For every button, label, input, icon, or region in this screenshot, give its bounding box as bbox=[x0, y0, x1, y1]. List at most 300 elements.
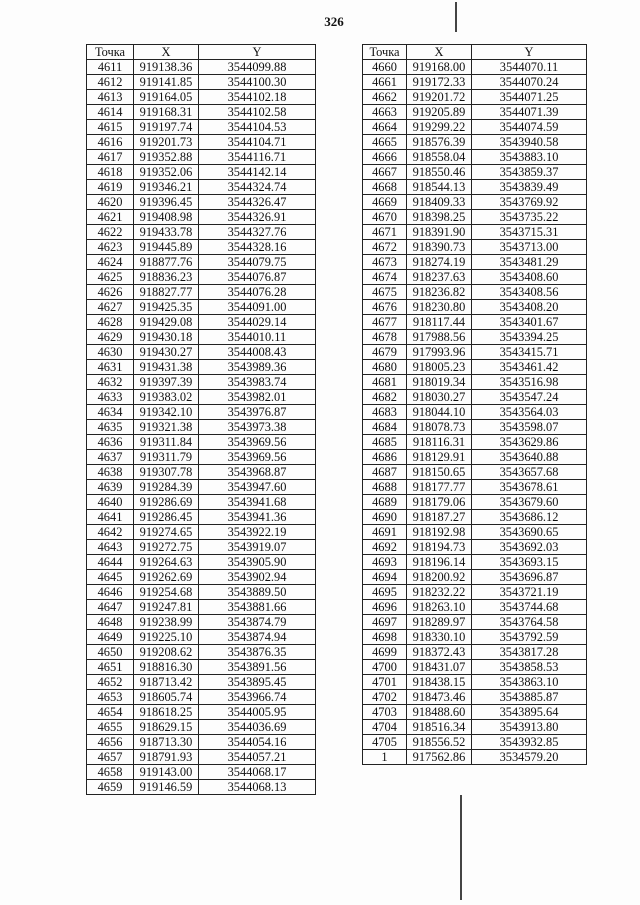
x-coordinate-cell: 918030.27 bbox=[407, 390, 472, 405]
table-row bbox=[363, 675, 587, 690]
table-row bbox=[87, 330, 316, 345]
table-row bbox=[87, 675, 316, 690]
table-row bbox=[87, 165, 316, 180]
point-number-cell: 4657 bbox=[87, 750, 134, 765]
y-coordinate-cell: 3543966.74 bbox=[199, 690, 316, 705]
y-coordinate-cell: 3543564.03 bbox=[472, 405, 587, 420]
x-coordinate-cell: 919146.59 bbox=[134, 780, 199, 795]
x-coordinate-cell: 917993.96 bbox=[407, 345, 472, 360]
point-number-cell: 4627 bbox=[87, 300, 134, 315]
x-coordinate-cell: 919433.78 bbox=[134, 225, 199, 240]
point-number-cell: 4633 bbox=[87, 390, 134, 405]
point-number-cell: 4631 bbox=[87, 360, 134, 375]
table-row bbox=[363, 525, 587, 540]
x-coordinate-cell: 919408.98 bbox=[134, 210, 199, 225]
point-number-cell: 4673 bbox=[363, 255, 407, 270]
x-coordinate-cell: 919272.75 bbox=[134, 540, 199, 555]
table-row bbox=[87, 135, 316, 150]
y-coordinate-cell: 3544076.28 bbox=[199, 285, 316, 300]
table-row bbox=[363, 450, 587, 465]
point-number-cell: 4688 bbox=[363, 480, 407, 495]
table-row bbox=[363, 225, 587, 240]
y-coordinate-cell: 3544116.71 bbox=[199, 150, 316, 165]
point-number-cell: 4638 bbox=[87, 465, 134, 480]
point-number-cell: 4639 bbox=[87, 480, 134, 495]
table-row bbox=[363, 195, 587, 210]
x-coordinate-cell: 919311.84 bbox=[134, 435, 199, 450]
point-number-cell: 4635 bbox=[87, 420, 134, 435]
point-number-cell: 4649 bbox=[87, 630, 134, 645]
column-header-x: X bbox=[407, 45, 472, 60]
y-coordinate-cell: 3543735.22 bbox=[472, 210, 587, 225]
point-number-cell: 4690 bbox=[363, 510, 407, 525]
y-coordinate-cell: 3543408.20 bbox=[472, 300, 587, 315]
point-number-cell: 4694 bbox=[363, 570, 407, 585]
table-row bbox=[87, 525, 316, 540]
point-number-cell: 4617 bbox=[87, 150, 134, 165]
point-number-cell: 4671 bbox=[363, 225, 407, 240]
x-coordinate-cell: 919346.21 bbox=[134, 180, 199, 195]
point-number-cell: 4701 bbox=[363, 675, 407, 690]
y-coordinate-cell: 3543839.49 bbox=[472, 180, 587, 195]
point-number-cell: 4693 bbox=[363, 555, 407, 570]
y-coordinate-cell: 3543891.56 bbox=[199, 660, 316, 675]
column-header-point: Точка bbox=[363, 45, 407, 60]
x-coordinate-cell: 919430.27 bbox=[134, 345, 199, 360]
x-coordinate-cell: 918556.52 bbox=[407, 735, 472, 750]
table-row bbox=[87, 120, 316, 135]
y-coordinate-cell: 3543940.58 bbox=[472, 135, 587, 150]
table-row bbox=[87, 420, 316, 435]
table-row bbox=[87, 90, 316, 105]
x-coordinate-cell: 919197.74 bbox=[134, 120, 199, 135]
x-coordinate-cell: 918550.46 bbox=[407, 165, 472, 180]
y-coordinate-cell: 3544036.69 bbox=[199, 720, 316, 735]
x-coordinate-cell: 919164.05 bbox=[134, 90, 199, 105]
table-row bbox=[87, 765, 316, 780]
coordinates-table-left bbox=[86, 44, 316, 795]
y-coordinate-cell: 3543415.71 bbox=[472, 345, 587, 360]
x-coordinate-cell: 918827.77 bbox=[134, 285, 199, 300]
point-number-cell: 4689 bbox=[363, 495, 407, 510]
x-coordinate-cell: 918194.73 bbox=[407, 540, 472, 555]
point-number-cell: 4620 bbox=[87, 195, 134, 210]
y-coordinate-cell: 3543408.60 bbox=[472, 270, 587, 285]
y-coordinate-cell: 3543883.10 bbox=[472, 150, 587, 165]
point-number-cell: 4674 bbox=[363, 270, 407, 285]
x-coordinate-cell: 918544.13 bbox=[407, 180, 472, 195]
table-row bbox=[363, 300, 587, 315]
table-row bbox=[363, 375, 587, 390]
point-number-cell: 4647 bbox=[87, 600, 134, 615]
y-coordinate-cell: 3543922.19 bbox=[199, 525, 316, 540]
point-number-cell: 4663 bbox=[363, 105, 407, 120]
y-coordinate-cell: 3544102.18 bbox=[199, 90, 316, 105]
table-row bbox=[87, 645, 316, 660]
point-number-cell: 4695 bbox=[363, 585, 407, 600]
y-coordinate-cell: 3544327.76 bbox=[199, 225, 316, 240]
table-row bbox=[87, 210, 316, 225]
y-coordinate-cell: 3544104.71 bbox=[199, 135, 316, 150]
x-coordinate-cell: 918372.43 bbox=[407, 645, 472, 660]
table-row bbox=[363, 345, 587, 360]
x-coordinate-cell: 918078.73 bbox=[407, 420, 472, 435]
point-number-cell: 4640 bbox=[87, 495, 134, 510]
y-coordinate-cell: 3544076.87 bbox=[199, 270, 316, 285]
x-coordinate-cell: 918187.27 bbox=[407, 510, 472, 525]
y-coordinate-cell: 3543913.80 bbox=[472, 720, 587, 735]
table-row bbox=[87, 195, 316, 210]
x-coordinate-cell: 918558.04 bbox=[407, 150, 472, 165]
table-row bbox=[363, 435, 587, 450]
scan-artifact bbox=[455, 2, 457, 32]
y-coordinate-cell: 3543858.53 bbox=[472, 660, 587, 675]
y-coordinate-cell: 3543764.58 bbox=[472, 615, 587, 630]
point-number-cell: 4658 bbox=[87, 765, 134, 780]
point-number-cell: 4637 bbox=[87, 450, 134, 465]
point-number-cell: 4666 bbox=[363, 150, 407, 165]
table-header-row bbox=[363, 45, 587, 60]
x-coordinate-cell: 917988.56 bbox=[407, 330, 472, 345]
table-row bbox=[87, 540, 316, 555]
point-number-cell: 4614 bbox=[87, 105, 134, 120]
point-number-cell: 4677 bbox=[363, 315, 407, 330]
y-coordinate-cell: 3544070.11 bbox=[472, 60, 587, 75]
point-number-cell: 4705 bbox=[363, 735, 407, 750]
point-number-cell: 4680 bbox=[363, 360, 407, 375]
point-number-cell: 4615 bbox=[87, 120, 134, 135]
point-number-cell: 4660 bbox=[363, 60, 407, 75]
table-row bbox=[363, 495, 587, 510]
y-coordinate-cell: 3544068.17 bbox=[199, 765, 316, 780]
y-coordinate-cell: 3543863.10 bbox=[472, 675, 587, 690]
point-number-cell: 4702 bbox=[363, 690, 407, 705]
y-coordinate-cell: 3543640.88 bbox=[472, 450, 587, 465]
x-coordinate-cell: 918390.73 bbox=[407, 240, 472, 255]
table-row bbox=[363, 705, 587, 720]
y-coordinate-cell: 3544005.95 bbox=[199, 705, 316, 720]
table-row bbox=[363, 135, 587, 150]
column-header-y: Y bbox=[199, 45, 316, 60]
y-coordinate-cell: 3543905.90 bbox=[199, 555, 316, 570]
x-coordinate-cell: 919429.08 bbox=[134, 315, 199, 330]
point-number-cell: 4682 bbox=[363, 390, 407, 405]
point-number-cell: 4686 bbox=[363, 450, 407, 465]
table-row bbox=[363, 750, 587, 765]
x-coordinate-cell: 918409.33 bbox=[407, 195, 472, 210]
table-row bbox=[363, 510, 587, 525]
point-number-cell: 4651 bbox=[87, 660, 134, 675]
table-row bbox=[363, 615, 587, 630]
x-coordinate-cell: 918605.74 bbox=[134, 690, 199, 705]
x-coordinate-cell: 918576.39 bbox=[407, 135, 472, 150]
x-coordinate-cell: 919201.72 bbox=[407, 90, 472, 105]
x-coordinate-cell: 918117.44 bbox=[407, 315, 472, 330]
point-number-cell: 4653 bbox=[87, 690, 134, 705]
x-coordinate-cell: 919138.36 bbox=[134, 60, 199, 75]
table-row bbox=[363, 165, 587, 180]
table-row bbox=[87, 240, 316, 255]
y-coordinate-cell: 3543976.87 bbox=[199, 405, 316, 420]
table-row bbox=[363, 75, 587, 90]
table-row bbox=[363, 420, 587, 435]
table-row bbox=[87, 615, 316, 630]
y-coordinate-cell: 3543657.68 bbox=[472, 465, 587, 480]
y-coordinate-cell: 3543686.12 bbox=[472, 510, 587, 525]
point-number-cell: 4634 bbox=[87, 405, 134, 420]
point-number-cell: 4656 bbox=[87, 735, 134, 750]
table-row bbox=[87, 660, 316, 675]
y-coordinate-cell: 3543693.15 bbox=[472, 555, 587, 570]
table-row bbox=[87, 480, 316, 495]
y-coordinate-cell: 3543394.25 bbox=[472, 330, 587, 345]
y-coordinate-cell: 3544057.21 bbox=[199, 750, 316, 765]
y-coordinate-cell: 3544326.47 bbox=[199, 195, 316, 210]
table-row bbox=[87, 750, 316, 765]
y-coordinate-cell: 3543941.36 bbox=[199, 510, 316, 525]
x-coordinate-cell: 918200.92 bbox=[407, 570, 472, 585]
point-number-cell: 4685 bbox=[363, 435, 407, 450]
point-number-cell: 4681 bbox=[363, 375, 407, 390]
point-number-cell: 4676 bbox=[363, 300, 407, 315]
table-row bbox=[87, 315, 316, 330]
x-coordinate-cell: 919208.62 bbox=[134, 645, 199, 660]
y-coordinate-cell: 3534579.20 bbox=[472, 750, 587, 765]
x-coordinate-cell: 919425.35 bbox=[134, 300, 199, 315]
y-coordinate-cell: 3543919.07 bbox=[199, 540, 316, 555]
y-coordinate-cell: 3543679.60 bbox=[472, 495, 587, 510]
y-coordinate-cell: 3543516.98 bbox=[472, 375, 587, 390]
point-number-cell: 4679 bbox=[363, 345, 407, 360]
table-row bbox=[87, 450, 316, 465]
x-coordinate-cell: 918179.06 bbox=[407, 495, 472, 510]
x-coordinate-cell: 919141.85 bbox=[134, 75, 199, 90]
table-row bbox=[363, 660, 587, 675]
x-coordinate-cell: 918177.77 bbox=[407, 480, 472, 495]
x-coordinate-cell: 918263.10 bbox=[407, 600, 472, 615]
table-row bbox=[363, 150, 587, 165]
point-number-cell: 4618 bbox=[87, 165, 134, 180]
table-row bbox=[363, 105, 587, 120]
table-row bbox=[363, 585, 587, 600]
y-coordinate-cell: 3543932.85 bbox=[472, 735, 587, 750]
column-header-x: X bbox=[134, 45, 199, 60]
point-number-cell: 4670 bbox=[363, 210, 407, 225]
x-coordinate-cell: 919264.63 bbox=[134, 555, 199, 570]
x-coordinate-cell: 918330.10 bbox=[407, 630, 472, 645]
point-number-cell: 4630 bbox=[87, 345, 134, 360]
x-coordinate-cell: 918438.15 bbox=[407, 675, 472, 690]
y-coordinate-cell: 3543859.37 bbox=[472, 165, 587, 180]
table-row bbox=[363, 600, 587, 615]
x-coordinate-cell: 918274.19 bbox=[407, 255, 472, 270]
x-coordinate-cell: 919352.88 bbox=[134, 150, 199, 165]
point-number-cell: 4696 bbox=[363, 600, 407, 615]
y-coordinate-cell: 3544102.58 bbox=[199, 105, 316, 120]
x-coordinate-cell: 919238.99 bbox=[134, 615, 199, 630]
point-number-cell: 4641 bbox=[87, 510, 134, 525]
point-number-cell: 4626 bbox=[87, 285, 134, 300]
table-row bbox=[363, 540, 587, 555]
table-row bbox=[87, 585, 316, 600]
table-row bbox=[363, 210, 587, 225]
table-row bbox=[87, 465, 316, 480]
y-coordinate-cell: 3543895.64 bbox=[472, 705, 587, 720]
table-row bbox=[363, 60, 587, 75]
y-coordinate-cell: 3543885.87 bbox=[472, 690, 587, 705]
table-row bbox=[363, 405, 587, 420]
table-row bbox=[87, 345, 316, 360]
point-number-cell: 4683 bbox=[363, 405, 407, 420]
table-row bbox=[87, 360, 316, 375]
x-coordinate-cell: 918236.82 bbox=[407, 285, 472, 300]
x-coordinate-cell: 918431.07 bbox=[407, 660, 472, 675]
table-row bbox=[87, 780, 316, 795]
point-number-cell: 4691 bbox=[363, 525, 407, 540]
y-coordinate-cell: 3543690.65 bbox=[472, 525, 587, 540]
coordinates-table-right bbox=[362, 44, 587, 765]
y-coordinate-cell: 3543721.19 bbox=[472, 585, 587, 600]
table-row bbox=[87, 570, 316, 585]
x-coordinate-cell: 917562.86 bbox=[407, 750, 472, 765]
y-coordinate-cell: 3544079.75 bbox=[199, 255, 316, 270]
y-coordinate-cell: 3543792.59 bbox=[472, 630, 587, 645]
y-coordinate-cell: 3543692.03 bbox=[472, 540, 587, 555]
point-number-cell: 4611 bbox=[87, 60, 134, 75]
x-coordinate-cell: 919286.45 bbox=[134, 510, 199, 525]
table-row bbox=[363, 90, 587, 105]
point-number-cell: 4667 bbox=[363, 165, 407, 180]
table-row bbox=[87, 270, 316, 285]
point-number-cell: 4672 bbox=[363, 240, 407, 255]
x-coordinate-cell: 918237.63 bbox=[407, 270, 472, 285]
x-coordinate-cell: 918019.34 bbox=[407, 375, 472, 390]
x-coordinate-cell: 918230.80 bbox=[407, 300, 472, 315]
point-number-cell: 4700 bbox=[363, 660, 407, 675]
y-coordinate-cell: 3544104.53 bbox=[199, 120, 316, 135]
table-row bbox=[363, 360, 587, 375]
table-row bbox=[87, 705, 316, 720]
point-number-cell: 4687 bbox=[363, 465, 407, 480]
table-header-row bbox=[87, 45, 316, 60]
point-number-cell: 4703 bbox=[363, 705, 407, 720]
table-row bbox=[363, 180, 587, 195]
scan-artifact bbox=[460, 795, 462, 900]
table-row bbox=[87, 735, 316, 750]
x-coordinate-cell: 918116.31 bbox=[407, 435, 472, 450]
y-coordinate-cell: 3543947.60 bbox=[199, 480, 316, 495]
x-coordinate-cell: 918618.25 bbox=[134, 705, 199, 720]
y-coordinate-cell: 3543941.68 bbox=[199, 495, 316, 510]
table-row bbox=[87, 390, 316, 405]
point-number-cell: 4684 bbox=[363, 420, 407, 435]
x-coordinate-cell: 919262.69 bbox=[134, 570, 199, 585]
y-coordinate-cell: 3543696.87 bbox=[472, 570, 587, 585]
y-coordinate-cell: 3544068.13 bbox=[199, 780, 316, 795]
point-number-cell: 4652 bbox=[87, 675, 134, 690]
x-coordinate-cell: 919168.31 bbox=[134, 105, 199, 120]
x-coordinate-cell: 918877.76 bbox=[134, 255, 199, 270]
point-number-cell: 4621 bbox=[87, 210, 134, 225]
point-number-cell: 4659 bbox=[87, 780, 134, 795]
y-coordinate-cell: 3543817.28 bbox=[472, 645, 587, 660]
x-coordinate-cell: 918232.22 bbox=[407, 585, 472, 600]
point-number-cell: 4664 bbox=[363, 120, 407, 135]
table-row bbox=[87, 720, 316, 735]
table-row bbox=[363, 255, 587, 270]
x-coordinate-cell: 918473.46 bbox=[407, 690, 472, 705]
x-coordinate-cell: 918713.42 bbox=[134, 675, 199, 690]
y-coordinate-cell: 3544070.24 bbox=[472, 75, 587, 90]
y-coordinate-cell: 3543598.07 bbox=[472, 420, 587, 435]
table-row bbox=[363, 120, 587, 135]
point-number-cell: 4646 bbox=[87, 585, 134, 600]
table-row bbox=[363, 645, 587, 660]
y-coordinate-cell: 3543881.66 bbox=[199, 600, 316, 615]
table-row bbox=[87, 180, 316, 195]
y-coordinate-cell: 3544008.43 bbox=[199, 345, 316, 360]
y-coordinate-cell: 3543547.24 bbox=[472, 390, 587, 405]
x-coordinate-cell: 918005.23 bbox=[407, 360, 472, 375]
x-coordinate-cell: 919143.00 bbox=[134, 765, 199, 780]
y-coordinate-cell: 3543973.38 bbox=[199, 420, 316, 435]
table-row bbox=[87, 495, 316, 510]
x-coordinate-cell: 918150.65 bbox=[407, 465, 472, 480]
column-header-point: Точка bbox=[87, 45, 134, 60]
y-coordinate-cell: 3544328.16 bbox=[199, 240, 316, 255]
x-coordinate-cell: 918836.23 bbox=[134, 270, 199, 285]
table-row bbox=[363, 630, 587, 645]
point-number-cell: 4655 bbox=[87, 720, 134, 735]
table-row bbox=[87, 105, 316, 120]
y-coordinate-cell: 3543769.92 bbox=[472, 195, 587, 210]
y-coordinate-cell: 3543876.35 bbox=[199, 645, 316, 660]
y-coordinate-cell: 3543968.87 bbox=[199, 465, 316, 480]
point-number-cell: 4622 bbox=[87, 225, 134, 240]
point-number-cell: 4697 bbox=[363, 615, 407, 630]
x-coordinate-cell: 918488.60 bbox=[407, 705, 472, 720]
point-number-cell: 4692 bbox=[363, 540, 407, 555]
x-coordinate-cell: 918816.30 bbox=[134, 660, 199, 675]
x-coordinate-cell: 919205.89 bbox=[407, 105, 472, 120]
point-number-cell: 4645 bbox=[87, 570, 134, 585]
y-coordinate-cell: 3543969.56 bbox=[199, 435, 316, 450]
y-coordinate-cell: 3543481.29 bbox=[472, 255, 587, 270]
y-coordinate-cell: 3543902.94 bbox=[199, 570, 316, 585]
x-coordinate-cell: 918044.10 bbox=[407, 405, 472, 420]
x-coordinate-cell: 918398.25 bbox=[407, 210, 472, 225]
x-coordinate-cell: 919321.38 bbox=[134, 420, 199, 435]
point-number-cell: 4699 bbox=[363, 645, 407, 660]
page-number: 326 bbox=[324, 14, 344, 29]
table-row bbox=[87, 600, 316, 615]
y-coordinate-cell: 3544142.14 bbox=[199, 165, 316, 180]
x-coordinate-cell: 919286.69 bbox=[134, 495, 199, 510]
point-number-cell: 4668 bbox=[363, 180, 407, 195]
x-coordinate-cell: 919201.73 bbox=[134, 135, 199, 150]
y-coordinate-cell: 3543408.56 bbox=[472, 285, 587, 300]
point-number-cell: 4616 bbox=[87, 135, 134, 150]
y-coordinate-cell: 3543744.68 bbox=[472, 600, 587, 615]
x-coordinate-cell: 918791.93 bbox=[134, 750, 199, 765]
x-coordinate-cell: 919247.81 bbox=[134, 600, 199, 615]
x-coordinate-cell: 918196.14 bbox=[407, 555, 472, 570]
point-number-cell: 4654 bbox=[87, 705, 134, 720]
table-row bbox=[87, 60, 316, 75]
column-header-y: Y bbox=[472, 45, 587, 60]
table-row bbox=[87, 285, 316, 300]
y-coordinate-cell: 3544091.00 bbox=[199, 300, 316, 315]
